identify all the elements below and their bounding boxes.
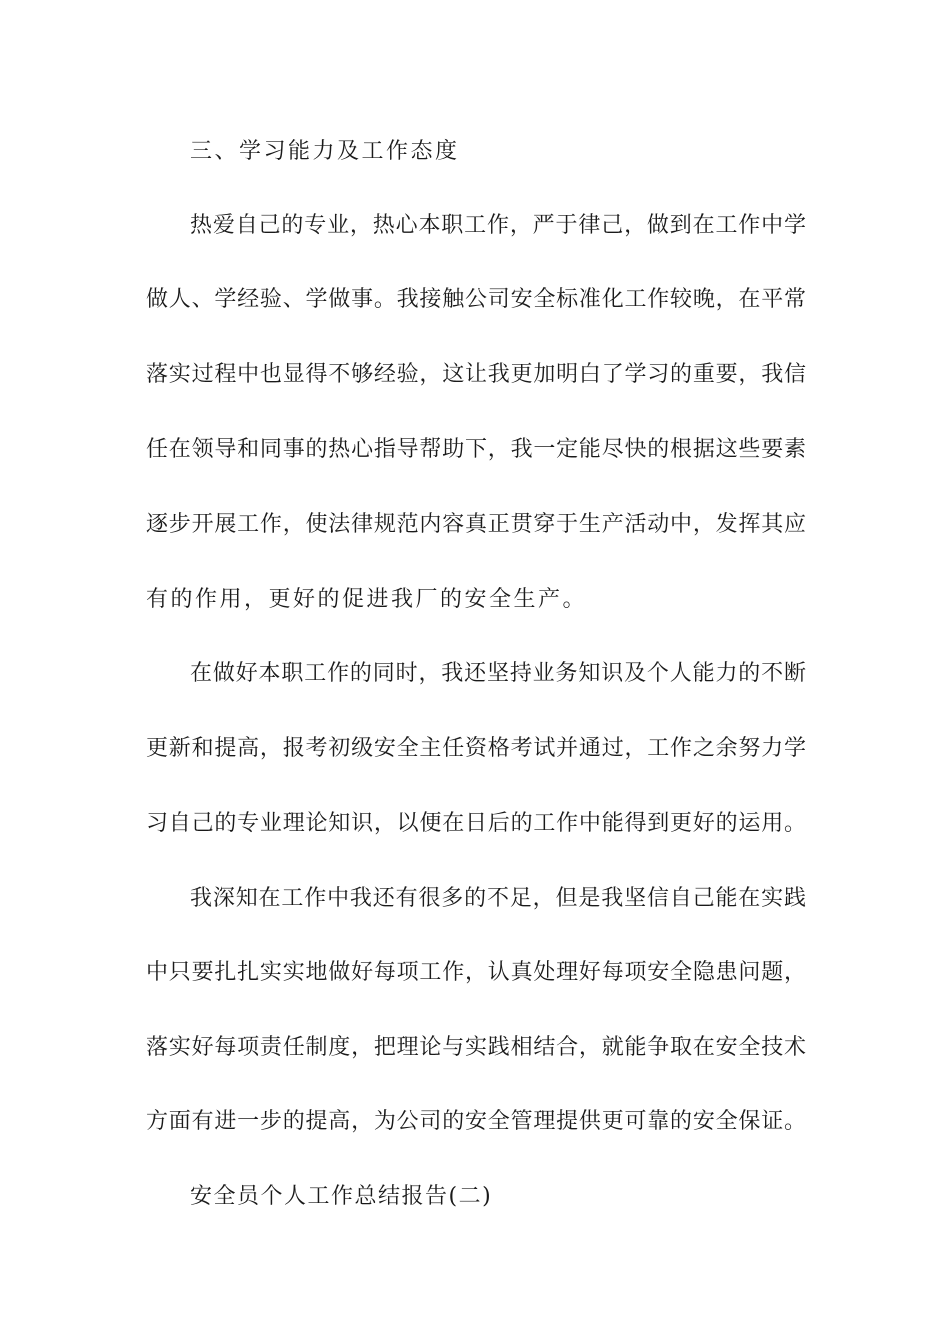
paragraph-2-line-1: 在做好本职工作的同时，我还坚持业务知识及个人能力的不断 bbox=[190, 661, 806, 686]
paragraph-3-line-4: 方面有进一步的提高，为公司的安全管理提供更可靠的安全保证。 bbox=[146, 1109, 806, 1134]
paragraph-3-line-3: 落实好每项责任制度，把理论与实践相结合，就能争取在安全技术 bbox=[146, 1035, 806, 1060]
paragraph-1-line-2: 做人、学经验、学做事。我接触公司安全标准化工作较晚，在平常 bbox=[146, 287, 806, 312]
paragraph-1-line-6: 有的作用，更好的促进我厂的安全生产。 bbox=[146, 587, 588, 612]
paragraph-1-line-4: 任在领导和同事的热心指导帮助下，我一定能尽快的根据这些要素 bbox=[146, 437, 806, 462]
paragraph-3-line-1: 我深知在工作中我还有很多的不足，但是我坚信自己能在实践 bbox=[190, 886, 806, 911]
paragraph-3-line-2: 中只要扎扎实实地做好每项工作，认真处理好每项安全隐患问题， bbox=[146, 960, 806, 985]
section-heading: 三、学习能力及工作态度 bbox=[190, 139, 460, 164]
next-report-title: 安全员个人工作总结报告(二) bbox=[190, 1184, 493, 1209]
paragraph-1-line-3: 落实过程中也显得不够经验，这让我更加明白了学习的重要，我信 bbox=[146, 362, 806, 387]
paragraph-2-line-3: 习自己的专业理论知识，以便在日后的工作中能得到更好的运用。 bbox=[146, 811, 806, 836]
paragraph-2-line-2: 更新和提高，报考初级安全主任资格考试并通过，工作之余努力学 bbox=[146, 736, 806, 761]
paragraph-1-line-5: 逐步开展工作，使法律规范内容真正贯穿于生产活动中，发挥其应 bbox=[146, 512, 806, 537]
paragraph-1-line-1: 热爱自己的专业，热心本职工作，严于律己，做到在工作中学 bbox=[190, 213, 806, 238]
